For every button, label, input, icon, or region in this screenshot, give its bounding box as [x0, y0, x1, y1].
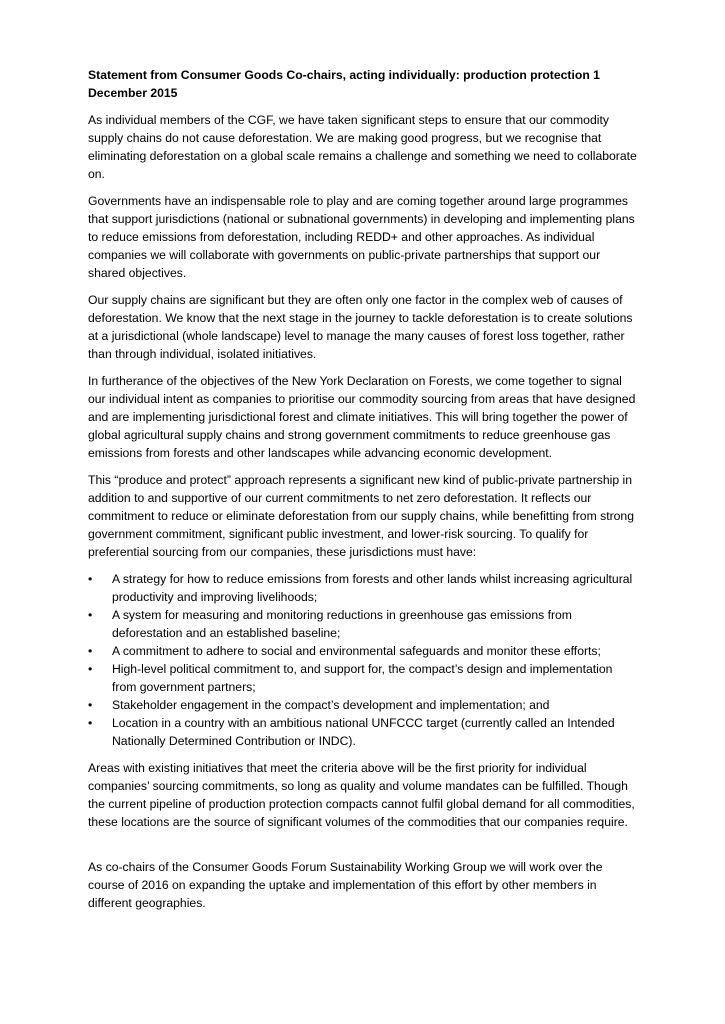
bullet-icon: •	[88, 662, 93, 676]
blank-line	[88, 840, 640, 858]
bullet-icon: •	[88, 572, 93, 586]
list-item	[88, 606, 640, 642]
paragraph-new-york-declaration: In furtherance of the objectives of the New York Declaration on Forests, we come together to signal our individual intent as companies to prioritise our commodity sourcing from areas that have designed and are implementing jurisdictional forest and climate initiatives. This will bring together the power of global agricultural supply chains and strong government commitments to reduce greenhouse gas emissions from forests and other landscapes while advancing economic development.	[88, 374, 636, 460]
list-item	[88, 642, 640, 660]
paragraph-cgf-steps: As individual members of the CGF, we have taken significant steps to ensure that our commodity supply chains do not cause deforestation. We are making good progress, but we recognise that eliminating deforestation on a global scale remains a challenge and something we need to collaborate on.	[88, 113, 637, 181]
list-item	[88, 570, 640, 606]
document-title: Statement from Consumer Goods Co-chairs, acting individually: production protection 1 December 2015	[88, 68, 600, 100]
paragraph-supply-chains: Our supply chains are significant but they are often only one factor in the complex web of causes of deforestation. We know that the next stage in the journey to tackle deforestation is to create solutions at a jurisdictional (whole landscape) level to manage the many causes of forest loss together, rather than through individual, isolated initiatives.	[88, 293, 633, 361]
paragraph-produce-and-protect: This “produce and protect” approach represents a significant new kind of public-private partnership in addition to and supportive of our current commitments to net zero deforestation. It reflects our commitment to reduce or eliminate deforestation from our supply chains, while benefitting from strong government commitment, significant public investment, and lower-risk sourcing. To qualify for preferential sourcing from our companies, these jurisdictions must have:	[88, 473, 634, 559]
document-page	[88, 66, 640, 921]
list-item	[88, 714, 640, 750]
paragraph-closing: As co-chairs of the Consumer Goods Forum Sustainability Working Group we will work over the course of 2016 on expanding the uptake and implementation of this effort by other members in different geographies.	[88, 860, 603, 910]
bullet-icon: •	[88, 698, 93, 712]
bullet-icon: •	[88, 716, 93, 730]
list-item-text: A commitment to adhere to social and environmental safeguards and monitor these efforts;	[112, 644, 601, 658]
bullet-icon: •	[88, 644, 93, 658]
list-item-text: Location in a country with an ambitious national UNFCCC target (currently called an Intended Nationally Determined Contribution or INDC).	[112, 716, 615, 748]
list-item	[88, 696, 640, 714]
criteria-list	[88, 570, 640, 750]
bullet-icon: •	[88, 608, 93, 622]
list-item-text: High-level political commitment to, and support for, the compact’s design and implementation from government partners;	[112, 662, 613, 694]
list-item	[88, 660, 640, 696]
paragraph-governments-role: Governments have an indispensable role to play and are coming together around large programmes that support jurisdictions (national or subnational governments) in developing and implementing plans to reduce emissions from deforestation, including REDD+ and other approaches. As individual companies we will collaborate with governments on public-private partnerships that support our shared objectives.	[88, 194, 635, 280]
list-item-text: Stakeholder engagement in the compact’s development and implementation; and	[112, 698, 550, 712]
paragraph-existing-initiatives: Areas with existing initiatives that meet the criteria above will be the first priority for individual companies’ sourcing commitments, so long as quality and volume mandates can be fulfilled. Though the current pipeline of production protection compacts cannot fulfil global demand for all commodities, these locations are the source of significant volumes of the commodities that our companies require.	[88, 761, 635, 829]
list-item-text: A system for measuring and monitoring reductions in greenhouse gas emissions from deforestation and an established baseline;	[112, 608, 572, 640]
list-item-text: A strategy for how to reduce emissions from forests and other lands whilst increasing agricultural productivity and improving livelihoods;	[112, 572, 633, 604]
